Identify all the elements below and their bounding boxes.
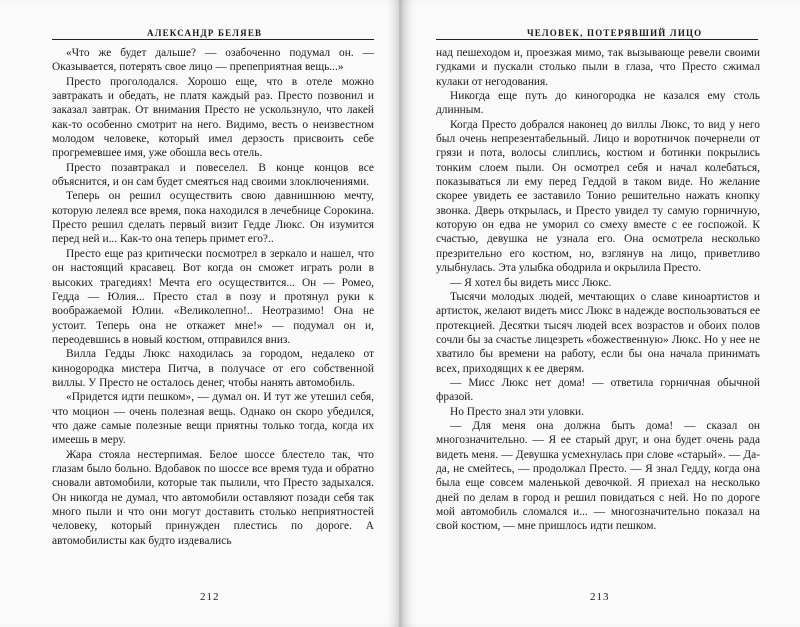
left-running-head	[52, 22, 374, 40]
right-paragraph: — Мисс Люкс нет дома! — ответила горничная обычной фразой.	[436, 376, 760, 404]
right-paragraph: Никогда еще путь до киногородка не казался ему столь длинным.	[436, 90, 760, 117]
left-paragraph: Теперь он решил осуществить свою давнишнюю мечту, которую лелеял все время, пока находился в лечебнице Сорокина. Престо решил сделать первый визит Гедде Люкс. Он изумится перед ней и... Как-то она теперь примет его?..	[52, 190, 374, 246]
left-paragraph: Жара стояла нестерпимая. Белое шоссе блестело так, что глазам было больно. Вдобавок по шоссе все время туда и обратно сновали автомобили, которые так пылили, что Престо задыхался. Он никогда не думал, что автомобили оставляют позади себя так много пыли и что они могут доставить столько неприятностей человеку, который принужден плестись по дороге. А автомобилисты как будто издевались	[52, 448, 374, 547]
right-paragraph: Тысячи молодых людей, мечтающих о славе киноартистов и артисток, желают видеть мисс Люкс в надежде воспользоваться ее протекцией. Десятки тысяч людей всех возрастов и обоих полов сочли бы за счастье лицезреть «божественную» Люкс. Но у нее не хватило бы времени на работу, если бы она начала принимать всех, приходящих к ее дверям.	[436, 290, 760, 375]
left-paragraph: Престо проголодался. Хорошо еще, что в отеле можно завтракать и обедать, не платя каждый раз. Престо позвонил и заказал завтрак. От внимания Престо не ускользнуло, что лакей как-то особенно смотрит на него. Видимо, весть о неизвестном молодом человеке, который имел дерзость присвоить себе прогремевшее имя, уже обошла весь отель.	[52, 75, 374, 160]
right-page-body	[436, 46, 760, 534]
left-paragraph: Престо позавтракал и повеселел. В конце концов все объяснится, и он сам будет смеяться над своими злоключениями.	[52, 161, 374, 189]
right-paragraph: — Для меня она должна быть дома! — сказал он многозначительно. — Я ее старый друг, и она будет очень рада видеть меня. — Девушка усмехнулась при слове «старый». — Да-да, не смейтесь, — продолжал Престо. — Я знал Гедду, когда она была еще совсем маленькой девочкой. Я приехал на несколько дней по делам в город и решил повидаться с ней. Но по дороге мой автомобиль сломался и... — многозначительно показал на свой костюм, — мне пришлось идти пешком.	[436, 419, 760, 533]
left-paragraph: Вилла Гедды Люкс находилась за городом, недалеко от кинogородка мистера Питча, в получасе от его собственной виллы. У Престо не осталось денег, чтобы нанять автомобиль.	[52, 348, 374, 389]
left-paragraph: Престо еще раз критически посмотрел в зеркало и нашел, что он настоящий красавец. Вот когда он сможет играть роли в высоких трагедиях! Мечта его осуществится... Он — Ромео, Гедда — Юлия... Престо стал в позу и протянул руки к воображаемой Юлии. «Великолепно!.. Неотразимо! Она не устоит. Теперь она не откажет мне!» — подумал он и, переодевшись в новый костюм, отправился вниз.	[52, 247, 374, 346]
right-paragraph: — Я хотел бы видеть мисс Люкс.	[450, 276, 612, 289]
right-running-head	[436, 22, 758, 40]
right-paragraph: Но Престо знал эти уловки.	[450, 405, 584, 418]
left-paragraph: «Что же будет дальше? — озабоченно подумал он. — Оказывается, потерять свое лицо — препеприятная вещь...»	[52, 47, 374, 74]
right-page	[402, 0, 800, 627]
right-page-number: 213	[590, 591, 610, 603]
right-running-head-text: ЧЕЛОВЕК, ПОТЕРЯВШИЙ ЛИЦО	[524, 28, 705, 38]
left-paragraph: «Придется идти пешком», — думал он. И тут же утешил себя, что моцион — очень полезная вещь. Однако он скоро убедился, что даже самые полезные вещи приятны только тогда, когда их имеешь в меру.	[52, 391, 374, 447]
left-page-body	[52, 46, 374, 548]
right-paragraph: Когда Престо добрался наконец до виллы Люкс, то вид у него был очень непрезентабельный. Лицо и воротничок почернели от грязи и пота, волосы слиплись, костюм и ботинки покрылись тонким слоем пыли. Он осмотрел себя и начал колебаться, показываться ли ему перед Геддой в таком виде. Но желание скорее увидеть ее заставило Тонио решительно нажать кнопку звонка. Дверь открылась, и Престо увидел ту самую горничную, которую он едва не уморил со смеху вместе с ее госпожой. К счастью, девушка не узнала его. Она осмотрела несколько презрительно его костюм, но, взглянув на лицо, приветливо улыбнулась. Эта улыбка ободрила и окрылила Престо.	[436, 118, 760, 275]
left-header-rule	[52, 39, 374, 40]
right-header-rule	[436, 39, 758, 40]
right-paragraph: над пешеходом и, проезжая мимо, так вызывающе ревели своими гудками и пускали столько пыли в глаза, что Престо сжимал кулаки от негодования.	[436, 47, 760, 88]
left-page-number: 212	[200, 591, 220, 603]
left-running-head-text: АЛЕКСАНДР БЕЛЯЕВ	[144, 28, 265, 38]
